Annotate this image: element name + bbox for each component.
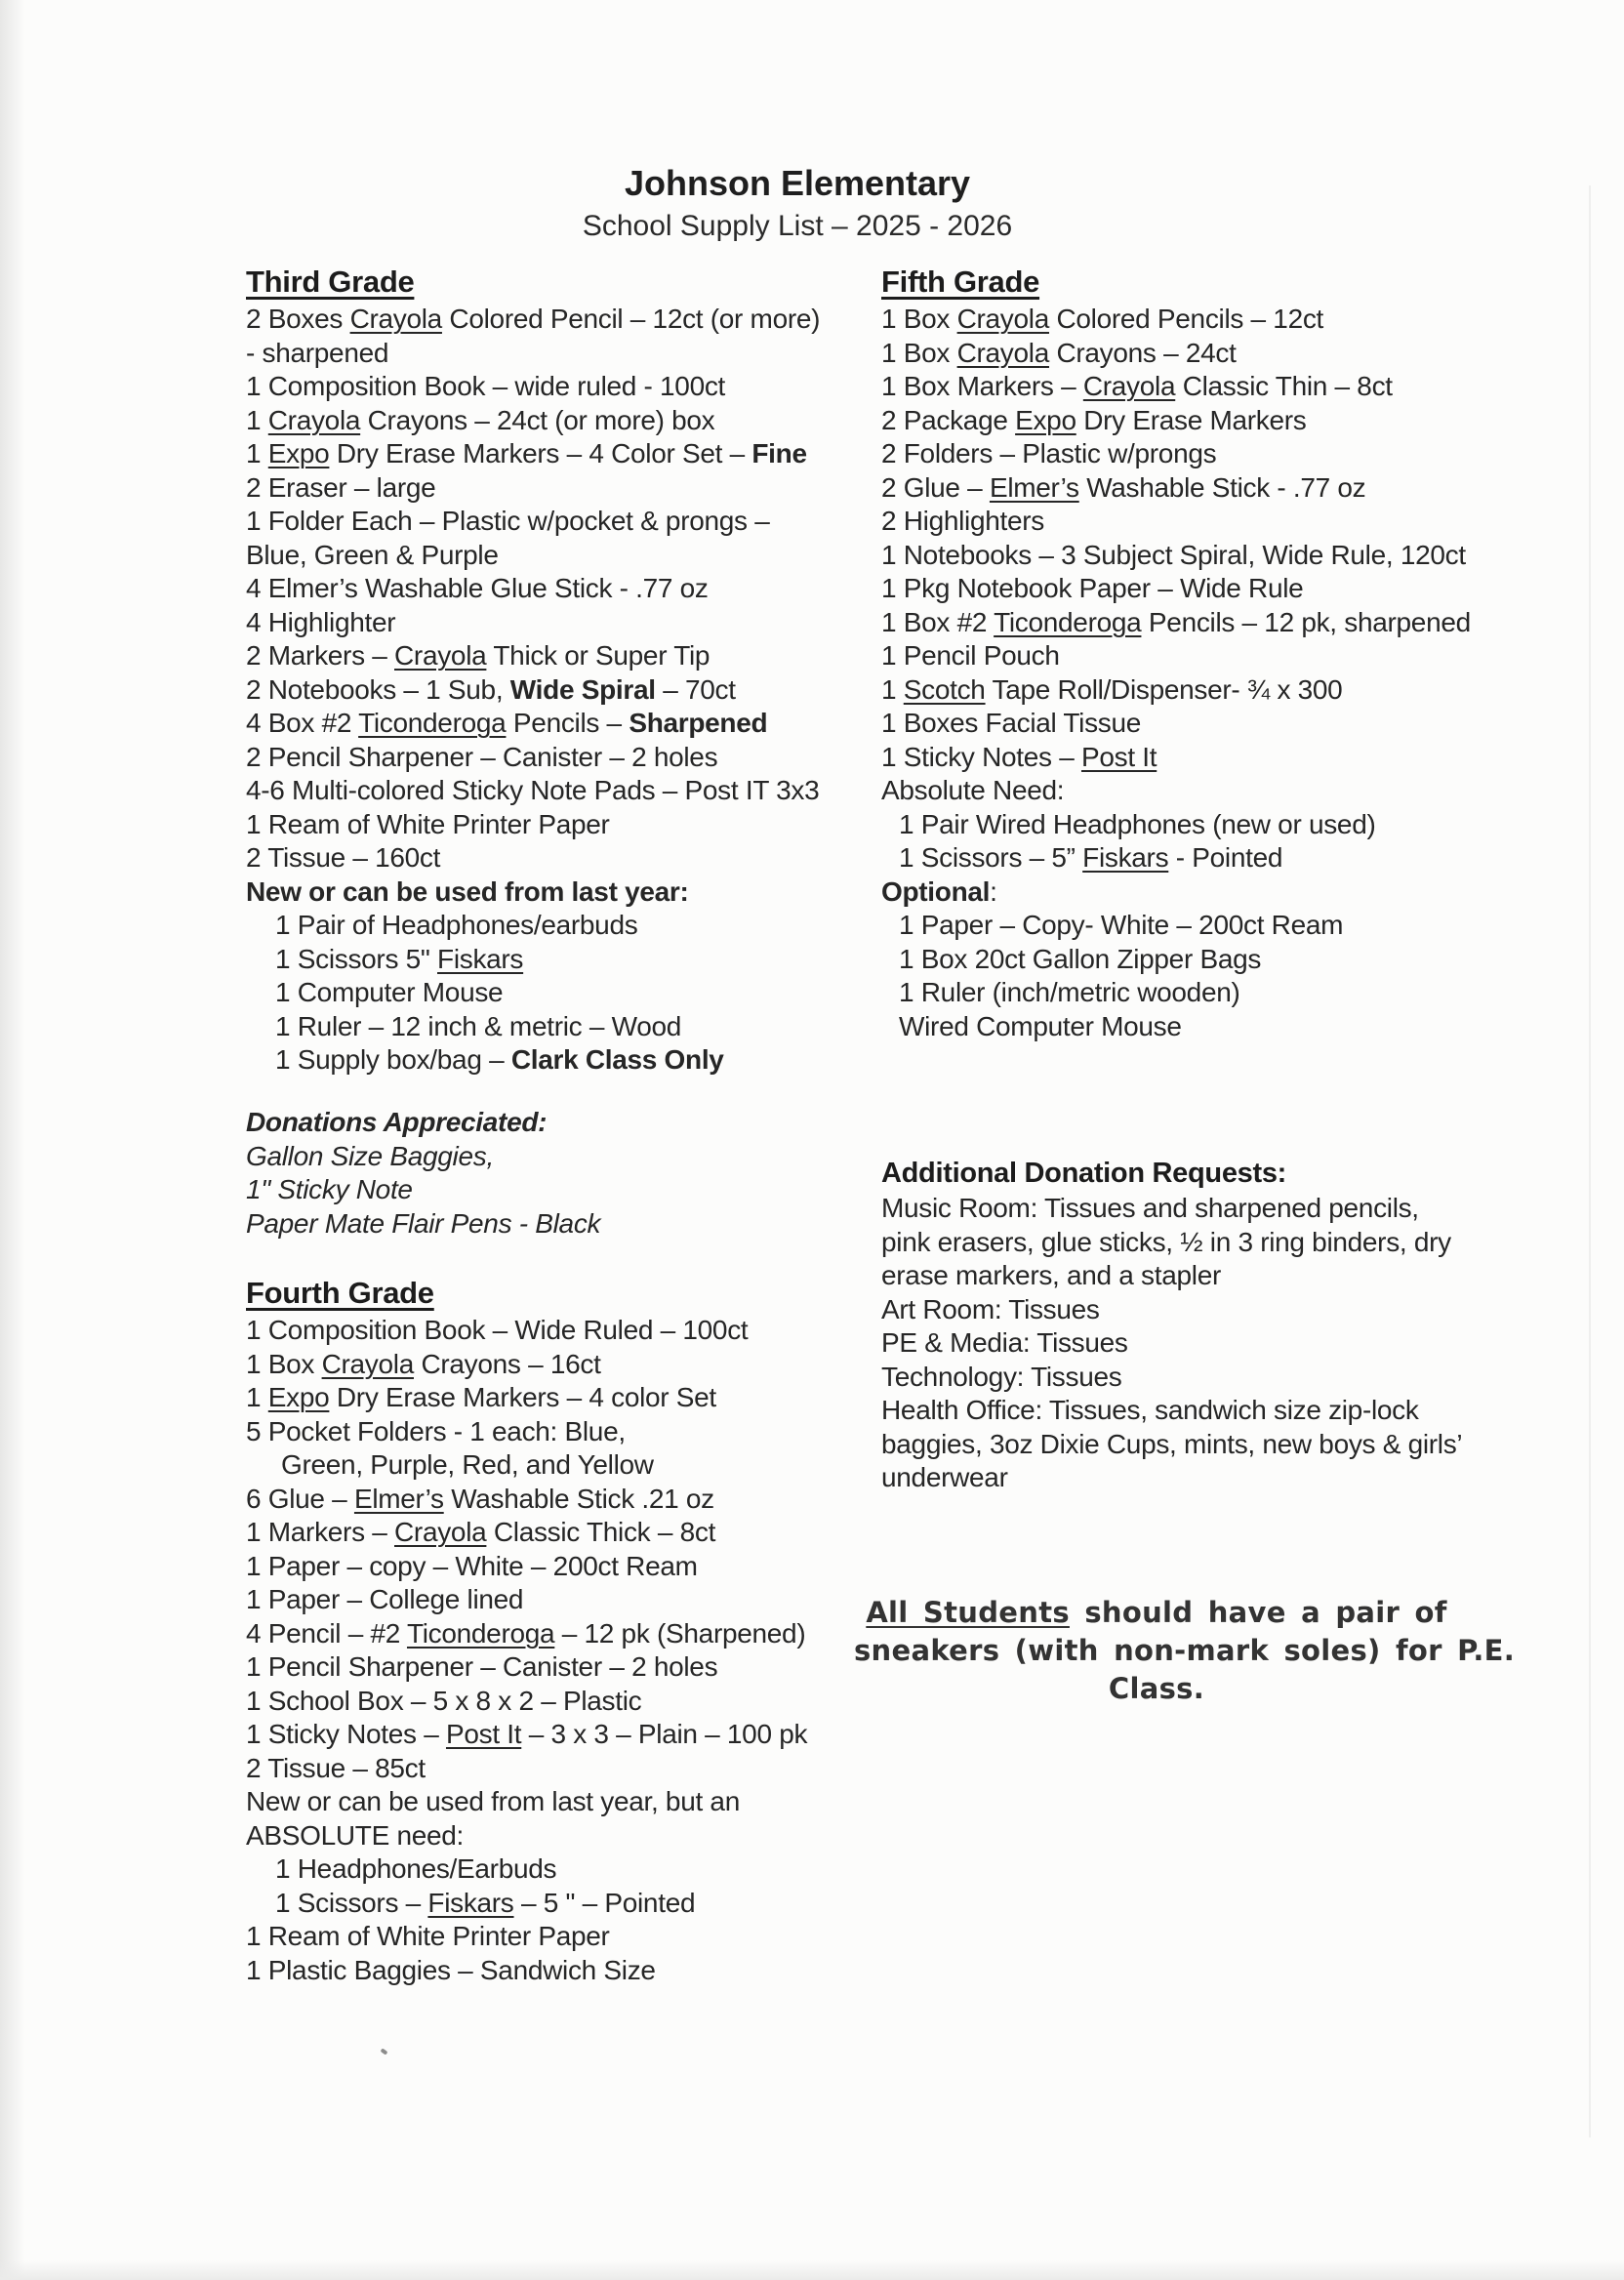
text-segment: 1 Sticky Notes – (246, 1719, 446, 1749)
text-line (246, 673, 810, 708)
text-segment: 2 Tissue – 160ct (246, 842, 441, 873)
text-segment: Washable Stick .21 oz (443, 1483, 714, 1514)
text-segment: 1 Paper – Copy- White – 200ct Ream (899, 910, 1344, 940)
text-segment: Wide Spiral (509, 673, 656, 705)
underlined-text: Elmer’s (989, 471, 1079, 503)
text-line (881, 741, 1457, 775)
text-line (246, 1516, 810, 1550)
scan-edge-line-right (1589, 185, 1591, 2138)
text-segment: Green, Purple, Red, and Yellow (281, 1449, 654, 1480)
text-line (246, 539, 810, 573)
text-segment: 1 Box (881, 337, 957, 368)
scan-edge-shadow-left (0, 0, 25, 2280)
text-segment: 1 Box Markers – (881, 371, 1083, 401)
text-line (246, 841, 810, 875)
text-line (246, 337, 810, 371)
text-line (246, 1852, 810, 1887)
text-line (246, 1685, 810, 1719)
text-segment: 1" Sticky Note (246, 1174, 413, 1204)
underlined-text: Fiskars (427, 1887, 514, 1918)
text-line (881, 505, 1457, 539)
text-line (881, 841, 1457, 875)
underlined-text: All Students (866, 1596, 1070, 1629)
text-segment: 1 Markers – (246, 1517, 394, 1547)
text-segment: 1 Pair of Headphones/earbuds (275, 910, 638, 940)
section-fourth-grade (246, 1275, 810, 1987)
text-line (246, 808, 810, 842)
underlined-text: Elmer’s (353, 1483, 444, 1514)
text-line (246, 1448, 810, 1483)
text-line (246, 1207, 810, 1242)
text-segment: Tape Roll/Dispenser- ¾ x 300 (985, 673, 1343, 705)
text-line (246, 437, 810, 471)
underlined-text: Ticonderoga (406, 1617, 555, 1649)
underlined-text: Crayola (394, 640, 487, 671)
text-segment: Fine (751, 438, 807, 468)
text-segment: Pencils – (506, 708, 629, 738)
text-line (246, 1954, 810, 1988)
text-segment: 1 Scissors – (275, 1887, 428, 1918)
text-segment: 1 Boxes Facial Tissue (881, 708, 1142, 738)
underlined-text: Crayola (956, 304, 1049, 334)
text-segment: 2 Glue – (881, 471, 990, 503)
text-line (246, 1106, 810, 1140)
text-segment: – 3 x 3 – Plain – 100 pk (521, 1719, 808, 1749)
text-line (881, 707, 1457, 741)
text-segment: – 5 " – Pointed (513, 1887, 696, 1918)
text-segment: 1 Folder Each – Plastic w/pocket & prongs – (246, 506, 770, 536)
text-segment: pink erasers, glue sticks, ½ in 3 ring binders, dry (881, 1226, 1451, 1257)
text-line (854, 1594, 1459, 1632)
text-segment: 4 Pencil – #2 (246, 1617, 407, 1649)
text-segment: Colored Pencil – 12ct (or more) (441, 304, 821, 334)
text-segment: Optional (881, 875, 991, 907)
text-line (246, 1010, 810, 1044)
underlined-text: Expo (267, 1382, 330, 1412)
text-segment: 1 (246, 404, 268, 435)
third-grade-items (246, 303, 821, 1078)
text-line (246, 404, 810, 438)
text-segment: 2 Tissue – 85ct (246, 1752, 426, 1783)
text-segment: 1 Ruler (inch/metric wooden) (899, 977, 1240, 1007)
text-line (246, 1140, 810, 1174)
text-line (246, 1583, 810, 1617)
text-line (246, 1617, 810, 1651)
text-segment: 5 Pocket Folders - 1 each: Blue, (246, 1415, 626, 1446)
text-line (246, 1819, 810, 1853)
text-segment: Colored Pencils – 12ct (1048, 304, 1324, 334)
text-segment: should have a pair of (1069, 1596, 1447, 1629)
text-segment: 1 Paper – College lined (246, 1584, 524, 1614)
text-segment: 1 Sticky Notes – (881, 741, 1081, 772)
text-line (246, 1785, 810, 1819)
text-segment: 1 Box 20ct Gallon Zipper Bags (899, 943, 1262, 974)
text-segment: sneakers (with non-mark soles) for P.E. (854, 1634, 1516, 1667)
underlined-text: Crayola (1082, 371, 1176, 401)
text-line (246, 741, 810, 775)
text-line (246, 1415, 810, 1449)
text-line (246, 1381, 810, 1415)
text-line (881, 1010, 1457, 1044)
text-line (246, 1920, 810, 1954)
text-segment: 1 School Box – 5 x 8 x 2 – Plastic (246, 1685, 642, 1716)
text-segment: 2 Eraser – large (246, 471, 436, 503)
text-segment: 1 Notebooks – 3 Subject Spiral, Wide Rule, 120ct (881, 539, 1466, 570)
text-line (881, 539, 1466, 573)
text-segment: Paper Mate Flair Pens - Black (246, 1207, 601, 1239)
text-line (881, 471, 1457, 506)
text-segment: 1 (246, 438, 268, 468)
text-line (246, 505, 810, 539)
text-line (881, 572, 1457, 606)
text-segment: Classic Thin – 8ct (1175, 371, 1393, 401)
text-line (881, 808, 1457, 842)
text-segment: Health Office: Tissues, sandwich size zip-lock (881, 1395, 1419, 1425)
text-line (881, 976, 1457, 1010)
page-title: Johnson Elementary (624, 163, 971, 203)
text-line (246, 303, 821, 337)
underlined-text: Fiskars (1082, 842, 1169, 873)
text-segment: 1 Pencil Sharpener – Canister – 2 holes (246, 1651, 718, 1682)
text-segment: New or can be used from last year: (246, 875, 689, 907)
text-segment: ABSOLUTE need: (246, 1819, 465, 1851)
underlined-text: Post It (1080, 741, 1157, 772)
section-fifth-grade (881, 264, 1471, 1043)
text-segment: Class. (1108, 1672, 1205, 1705)
text-segment: Technology: Tissues (881, 1361, 1122, 1392)
text-segment: 2 Folders – Plastic w/prongs (881, 438, 1217, 468)
text-segment: 2 Boxes (246, 304, 350, 334)
text-segment: 4 Box #2 (246, 708, 359, 738)
text-segment: 1 Ream of White Printer Paper (246, 808, 610, 839)
underlined-text: Ticonderoga (358, 708, 507, 738)
text-segment: Crayons – 16ct (413, 1348, 601, 1379)
text-segment: 1 Plastic Baggies – Sandwich Size (246, 1954, 656, 1985)
underlined-text: Crayola (349, 304, 442, 334)
text-line (246, 639, 810, 673)
text-segment: 1 Box (246, 1348, 322, 1379)
text-line (246, 471, 810, 506)
text-line (246, 1173, 810, 1207)
text-segment: Music Room: Tissues and sharpened pencils, (881, 1193, 1419, 1223)
underlined-text: Fiskars (437, 943, 524, 974)
text-segment: 1 Scissors 5" (275, 943, 438, 974)
text-segment: Blue, Green & Purple (246, 539, 499, 570)
fifth-grade-heading: Fifth Grade (881, 265, 1040, 299)
text-segment: 1 Scissors – 5” (899, 842, 1083, 873)
text-segment: - sharpened (246, 337, 389, 368)
text-segment: Dry Erase Markers – 4 color Set (329, 1382, 716, 1412)
text-line (246, 1887, 810, 1921)
text-segment: 1 Supply box/bag – (275, 1044, 511, 1075)
text-segment: 4 Elmer’s Washable Glue Stick - .77 oz (246, 573, 709, 603)
text-segment: Washable Stick - .77 oz (1078, 471, 1366, 503)
text-line (246, 707, 810, 741)
text-segment: 1 Ruler – 12 inch & metric – Wood (275, 1010, 682, 1041)
text-segment: Pencils – 12 pk, sharpened (1141, 606, 1471, 637)
underlined-text: Expo (1015, 404, 1076, 435)
third-grade-heading: Third Grade (246, 265, 415, 299)
text-line (881, 606, 1471, 640)
underlined-text: Scotch (903, 673, 986, 705)
section-donations-appreciated (246, 1106, 810, 1241)
text-line (246, 909, 810, 943)
text-segment: erase markers, and a stapler (881, 1260, 1221, 1290)
text-segment: Clark Class Only (510, 1044, 724, 1075)
pe-sneakers-note (854, 1594, 1516, 1708)
text-segment: Donations Appreciated: (246, 1107, 548, 1137)
text-segment: 6 Glue – (246, 1483, 354, 1514)
text-segment: Classic Thick – 8ct (486, 1517, 716, 1547)
text-segment: 1 Ream of White Printer Paper (246, 1921, 610, 1951)
text-line (881, 404, 1457, 438)
text-segment: 1 Box (881, 304, 957, 334)
text-line (246, 1718, 810, 1752)
pe-note-lines (854, 1594, 1516, 1708)
text-segment: Gallon Size Baggies, (246, 1140, 494, 1171)
page-subtitle: School Supply List – 2025 - 2026 (582, 210, 1013, 242)
text-segment: PE & Media: Tissues (881, 1327, 1128, 1358)
text-line (881, 1461, 1467, 1495)
text-segment: 1 (246, 1382, 268, 1412)
text-segment: underwear (881, 1462, 1008, 1492)
text-line (881, 1428, 1467, 1462)
text-line (881, 943, 1457, 977)
text-segment: 1 (881, 673, 904, 705)
scan-edge-shadow-bottom (0, 2260, 1624, 2280)
text-segment: 2 Highlighters (881, 506, 1044, 536)
underlined-text: Expo (267, 438, 330, 468)
text-line (881, 370, 1457, 404)
text-segment: Dry Erase Markers – 4 Color Set – (329, 438, 752, 468)
section-third-grade (246, 264, 821, 1078)
underlined-text: Post It (445, 1719, 522, 1749)
text-line (881, 1259, 1467, 1293)
text-segment: 1 Computer Mouse (275, 977, 504, 1007)
additional-donations-items (881, 1192, 1467, 1495)
text-segment: baggies, 3oz Dixie Cups, mints, new boys & girls’ (881, 1428, 1463, 1459)
text-line (246, 370, 810, 404)
donations-items (246, 1106, 810, 1241)
text-segment: Crayons – 24ct (or more) box (360, 404, 715, 435)
underlined-text: Crayola (321, 1348, 414, 1379)
text-segment: 4 Highlighter (246, 606, 396, 637)
text-segment: : (990, 875, 997, 907)
text-segment: 1 Composition Book – Wide Ruled – 100ct (246, 1315, 749, 1345)
text-line (881, 1361, 1467, 1395)
underlined-text: Crayola (394, 1517, 487, 1547)
document-header (246, 162, 1349, 248)
text-segment: - Pointed (1168, 842, 1283, 873)
text-line (246, 1650, 810, 1685)
text-segment: Thick or Super Tip (486, 640, 710, 671)
text-segment: 1 Headphones/Earbuds (275, 1853, 557, 1884)
text-segment: New or can be used from last year, but an (246, 1786, 740, 1816)
text-line (881, 909, 1457, 943)
fourth-grade-heading: Fourth Grade (246, 1276, 434, 1310)
text-segment: 1 Box #2 (881, 606, 995, 637)
additional-donations-heading: Additional Donation Requests: (881, 1158, 1287, 1189)
text-line (246, 1348, 810, 1382)
text-line (881, 1226, 1467, 1260)
text-segment: Sharpened (629, 708, 768, 738)
text-line (246, 774, 820, 808)
text-segment: 2 Package (881, 404, 1016, 435)
underlined-text: Ticonderoga (994, 606, 1142, 637)
text-segment: – 12 pk (Sharpened) (554, 1617, 806, 1649)
text-segment: 1 Paper – copy – White – 200ct Ream (246, 1550, 698, 1581)
text-segment: 1 Pencil Pouch (881, 640, 1060, 671)
text-segment: 1 Pkg Notebook Paper – Wide Rule (881, 573, 1304, 603)
text-line (246, 976, 810, 1010)
text-line (246, 1314, 810, 1348)
text-line (246, 606, 810, 640)
text-line (854, 1670, 1459, 1708)
underlined-text: Crayola (267, 404, 361, 435)
text-line (881, 303, 1457, 337)
text-segment: Art Room: Tissues (881, 1293, 1100, 1324)
text-line (246, 1752, 810, 1786)
text-line (246, 1483, 810, 1517)
text-line (881, 875, 1457, 910)
text-line (881, 673, 1457, 708)
text-segment: 2 Markers – (246, 640, 394, 671)
text-segment: Wired Computer Mouse (899, 1010, 1182, 1041)
text-segment: Absolute Need: (881, 775, 1065, 805)
text-segment: 2 Pencil Sharpener – Canister – 2 holes (246, 741, 718, 772)
text-line (246, 875, 810, 910)
text-line (854, 1632, 1516, 1670)
text-line (881, 1192, 1467, 1226)
underlined-text: Crayola (956, 337, 1049, 368)
text-line (881, 437, 1457, 471)
fifth-grade-items (881, 303, 1471, 1043)
text-segment: Crayons – 24ct (1048, 337, 1237, 368)
text-segment: 2 Notebooks – 1 Sub, (246, 673, 510, 705)
scan-speck-artifact (380, 2048, 387, 2055)
text-line (246, 1550, 810, 1584)
text-line (881, 639, 1457, 673)
text-segment: 1 Pair Wired Headphones (new or used) (899, 808, 1376, 839)
text-line (246, 572, 810, 606)
text-line (881, 1326, 1467, 1361)
text-line (246, 1043, 810, 1078)
text-segment: – 70ct (655, 673, 736, 705)
text-line (881, 774, 1457, 808)
text-line (881, 337, 1457, 371)
text-segment: 1 Composition Book – wide ruled - 100ct (246, 371, 726, 401)
text-line (246, 943, 810, 977)
text-segment: Dry Erase Markers (1076, 404, 1307, 435)
fourth-grade-items (246, 1314, 810, 1987)
text-segment: 4-6 Multi-colored Sticky Note Pads – Post IT 3x3 (246, 775, 820, 805)
section-additional-donation-requests (881, 1155, 1467, 1495)
text-line (881, 1394, 1467, 1428)
text-line (881, 1293, 1467, 1327)
